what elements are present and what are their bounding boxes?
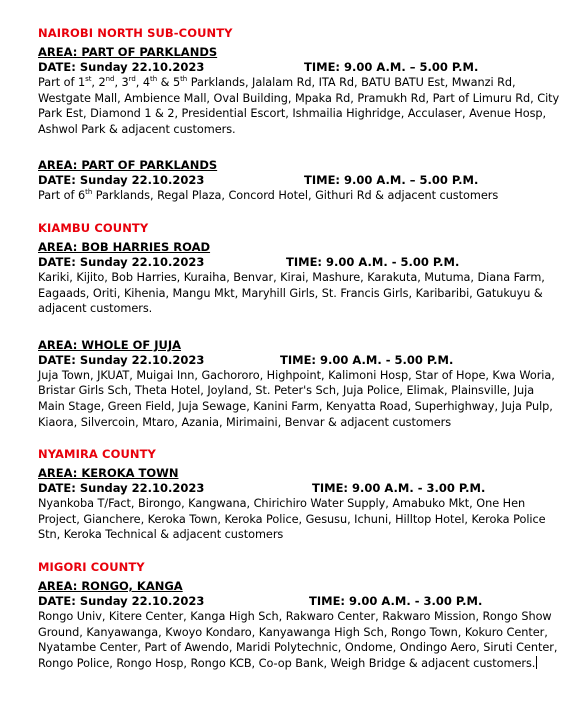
- date-time-line: [38, 255, 560, 270]
- date-label: DATE: Sunday 22.10.2023: [38, 173, 205, 188]
- area-heading: AREA: PART OF PARKLANDS: [38, 45, 218, 59]
- area-heading: AREA: KEROKA TOWN: [38, 466, 179, 481]
- affected-locations: Kariki, Kijito, Bob Harries, Kuraiha, Benvar, Kirai, Mashure, Karakuta, Mutuma, Diana Farm, Eagaads, Oriti, Kihenia, Mangu Mkt, Maryhill Girls, St. Francis Girls, Karibaribi, Gatukuyu & adjacent customers.: [38, 270, 545, 316]
- time-label: TIME: 9.00 A.M. - 3.00 P.M.: [312, 481, 486, 496]
- affected-locations: [38, 609, 560, 671]
- area-section-juja: [38, 334, 560, 430]
- time-label: TIME: 9.00 A.M. – 5.00 P.M.: [304, 60, 479, 74]
- area-section-parklands-6th: [38, 154, 560, 204]
- date-label: DATE: Sunday 22.10.2023: [38, 481, 205, 496]
- county-heading: MIGORI COUNTY: [38, 559, 145, 574]
- county-heading: KIAMBU COUNTY: [38, 220, 149, 235]
- time-label: TIME: 9.00 A.M. - 3.00 P.M.: [309, 593, 483, 608]
- area-heading: AREA: BOB HARRIES ROAD: [38, 239, 211, 254]
- text-cursor: [536, 656, 537, 669]
- date-label: DATE: Sunday 22.10.2023: [38, 593, 205, 608]
- date-time-line: [38, 481, 560, 496]
- county-section-nairobi: [38, 26, 560, 137]
- county-heading: NYAMIRA COUNTY: [38, 447, 156, 462]
- affected-locations-text: Rongo Univ, Kitere Center, Kanga High Sch, Rakwaro Center, Rakwaro Mission, Rongo Show Ground, Kanyawanga, Kwoyo Kondaro, Kanyawanga High Sch, Rongo Town, Kokuro Center, Nyatambe Center, Part of Awendo, Maridi Polytechnic, Ondome, Ondingo Aero, Siruti Center, Rongo Police, Rongo Hosp, Rongo KCB, Co-op Bank, Weigh Bridge & adjacent customers.: [38, 609, 558, 670]
- affected-locations: Part of 1st, 2nd, 3rd, 4th & 5th Parklands, Jalalam Rd, ITA Rd, BATU BATU Est, Mwanzi Rd, Westgate Mall, Ambience Mall, Oval Building, Mpaka Rd, Pramukh Rd, Part of Limuru Rd, City Park Est, Diamond 1 & 2, Presidential Escort, Ishmailia Highridge, Acculaser, Avenue Hosp, Ashwol Park & adjacent customers.: [38, 75, 560, 136]
- date-time-line: [38, 594, 560, 609]
- area-heading: AREA: WHOLE OF JUJA: [38, 337, 182, 352]
- date-time-line: [38, 60, 560, 75]
- county-section-migori: [38, 560, 560, 671]
- affected-locations: Nyankoba T/Fact, Birongo, Kangwana, Chirichiro Water Supply, Amabuko Mkt, One Hen Project, Gianchere, Keroka Town, Keroka Police, Gesusu, Ichuni, Hilltop Hotel, Keroka Police Stn, Keroka Technical & adjacent customers: [38, 497, 546, 542]
- county-section-kiambu: [38, 221, 560, 317]
- date-time-line: [38, 353, 560, 368]
- county-section-nyamira: [38, 447, 560, 543]
- time-label: TIME: 9.00 A.M. - 5.00 P.M.: [280, 352, 454, 367]
- affected-locations: Part of 6th Parklands, Regal Plaza, Concord Hotel, Githuri Rd & adjacent customers: [38, 188, 499, 203]
- county-heading: NAIROBI NORTH SUB-COUNTY: [38, 26, 233, 40]
- date-label: DATE: Sunday 22.10.2023: [38, 352, 205, 367]
- area-heading: AREA: PART OF PARKLANDS: [38, 158, 218, 173]
- area-heading: AREA: RONGO, KANGA: [38, 578, 183, 593]
- time-label: TIME: 9.00 A.M. – 5.00 P.M.: [304, 173, 479, 188]
- outage-notice-document: [38, 26, 560, 688]
- date-label: DATE: Sunday 22.10.2023: [38, 254, 205, 269]
- date-time-line: [38, 173, 560, 188]
- date-label: DATE: Sunday 22.10.2023: [38, 60, 205, 74]
- affected-locations: Juja Town, JKUAT, Muigai Inn, Gachororo, Highpoint, Kalimoni Hosp, Star of Hope, Kwa Woria, Bristar Girls Sch, Theta Hotel, Joyland, St. Peter's Sch, Juja Police, Elimak, Plainsville, Juja Main Stage, Green Field, Juja Sewage, Kanini Farm, Kenyatta Road, Superhighway, Juja Pulp, Kiaora, Silvercoin, Mtaro, Azania, Mirimaini, Benvar & adjacent customers: [38, 368, 555, 429]
- time-label: TIME: 9.00 A.M. - 5.00 P.M.: [286, 254, 460, 269]
